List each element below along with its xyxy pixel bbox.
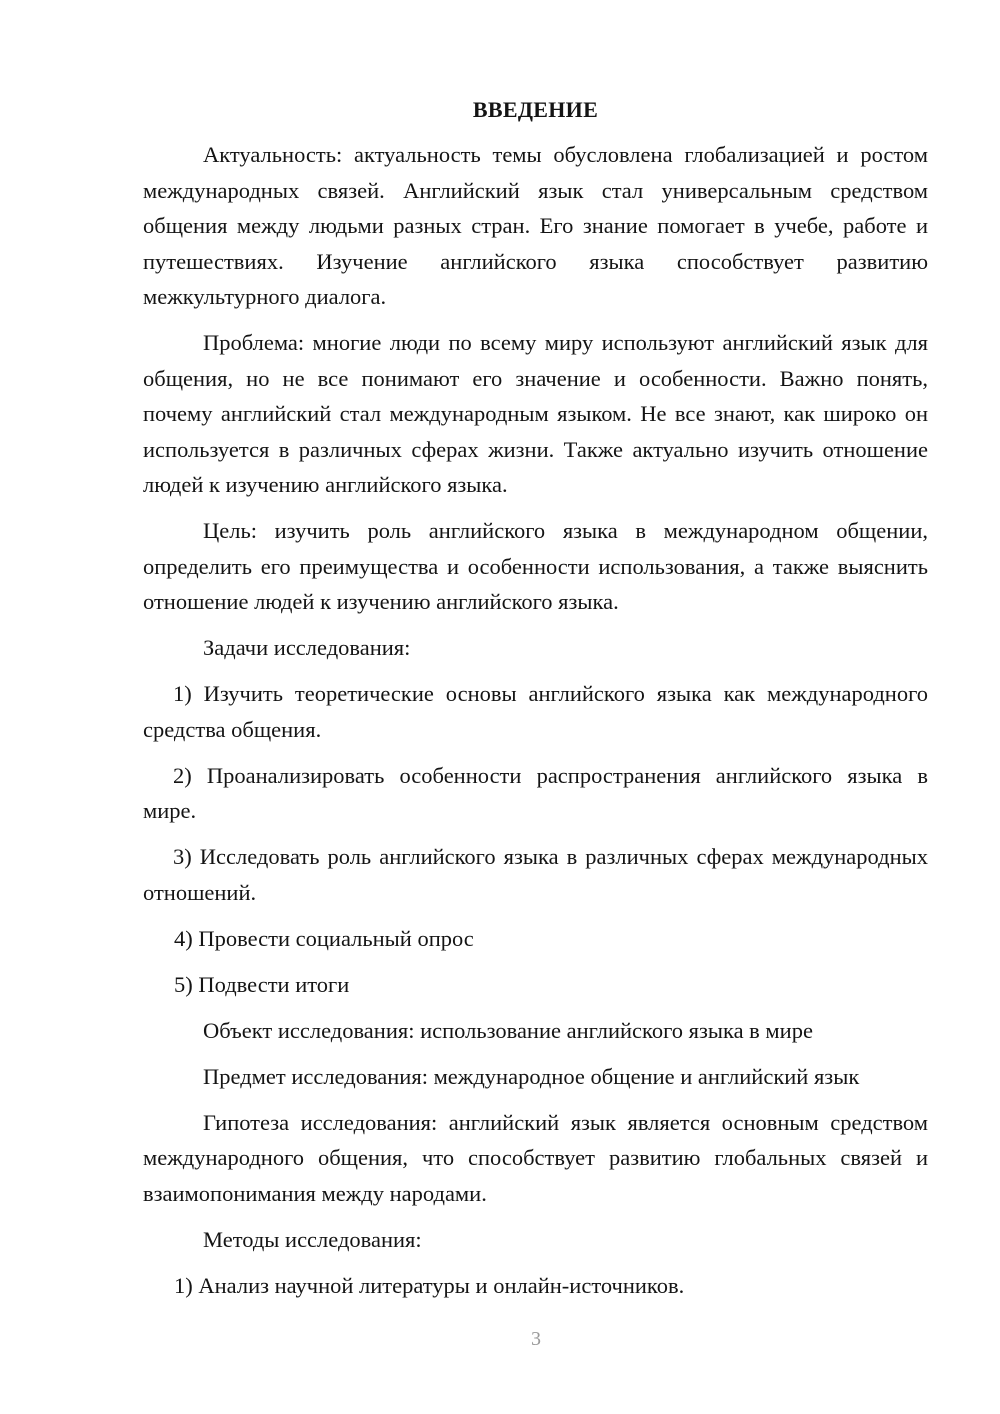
task-item: 3) Исследовать роль английского языка в различных сферах международных отношений.: [143, 844, 928, 905]
relevance-paragraph: Актуальность: актуальность темы обусловлена глобализацией и ростом международных связей. Английский язык стал универсальным средством общения между людьми разных стран. Его знание помогает в учебе, работе и путешествиях. Изучение английского языка способствует развитию межкультурного диалога.: [143, 142, 928, 309]
task-item: 5) Подвести итоги: [174, 971, 350, 997]
page-content: [143, 92, 928, 1314]
problem-paragraph: Проблема: многие люди по всему миру используют английский язык для общения, но не все понимают его значение и особенности. Важно понять, почему английский стал международным языком. Не все знают, как широко он используется в различных сферах жизни. Также актуально изучить отношение людей к изучению английского языка.: [143, 330, 928, 497]
goal-paragraph: Цель: изучить роль английского языка в международном общении, определить его преимущества и особенности использования, а также выяснить отношение людей к изучению английского языка.: [143, 518, 928, 614]
task-item: 4) Провести социальный опрос: [174, 925, 474, 951]
task-item: 2) Проанализировать особенности распространения английского языка в мире.: [143, 762, 928, 823]
page-number: 3: [531, 1328, 541, 1350]
tasks-heading: Задачи исследования:: [203, 635, 411, 660]
methods-heading: Методы исследования:: [203, 1226, 422, 1252]
task-item: 1) Изучить теоретические основы английского языка как международного средства общения.: [143, 681, 928, 742]
section-heading: ВВЕДЕНИЕ: [472, 97, 599, 122]
method-item: 1) Анализ научной литературы и онлайн-источников.: [174, 1272, 685, 1298]
object-line: Объект исследования: использование английского языка в мире: [203, 1017, 813, 1043]
subject-line: Предмет исследования: международное общение и английский язык: [203, 1063, 860, 1089]
hypothesis-paragraph: Гипотеза исследования: английский язык является основным средством международного общения, что способствует развитию глобальных связей и взаимопонимания между народами.: [143, 1109, 928, 1206]
